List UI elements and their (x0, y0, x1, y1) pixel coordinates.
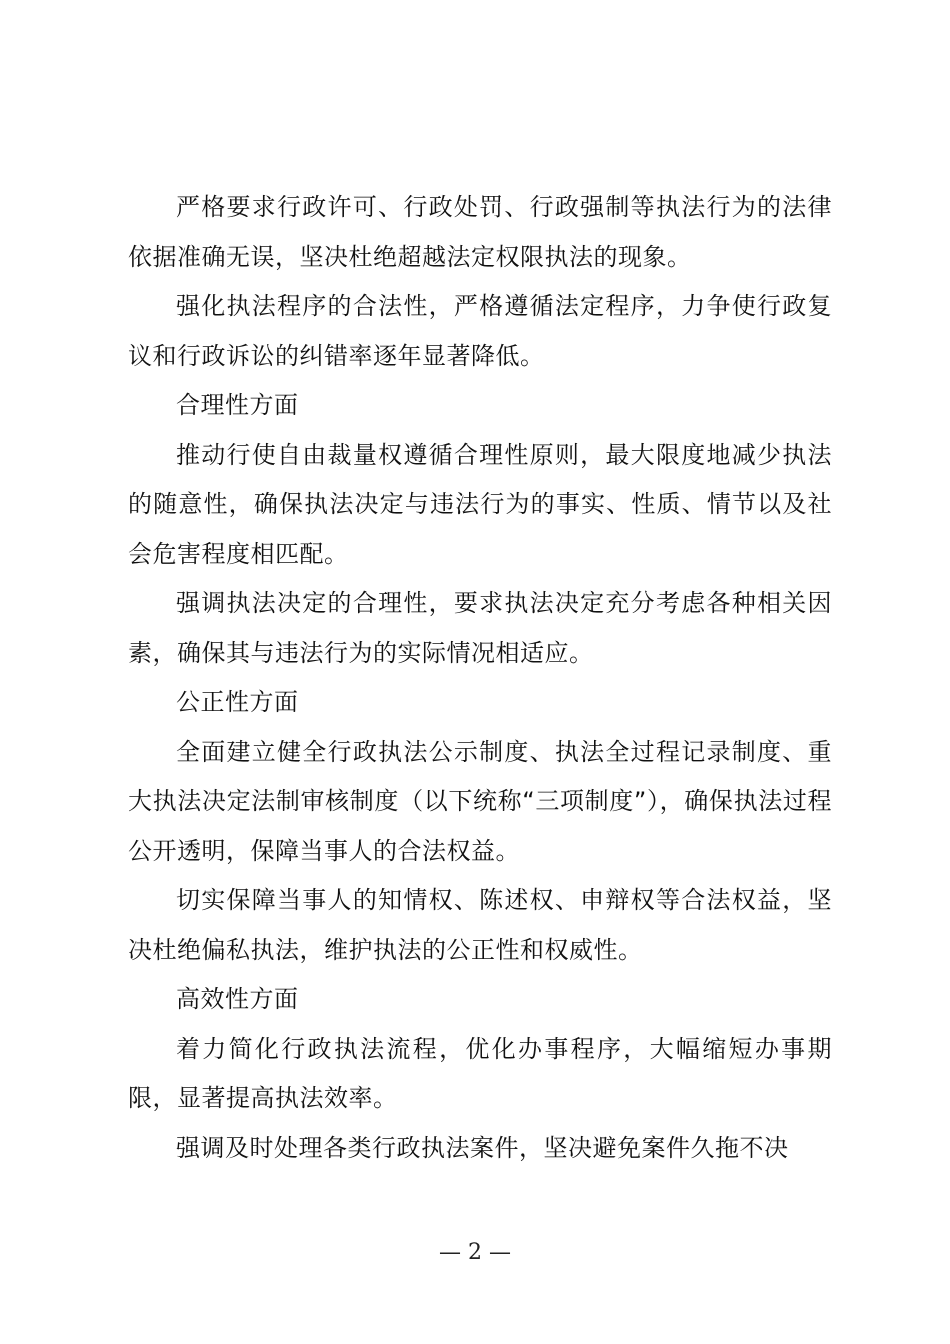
paragraph-timely-handling: 强调及时处理各类行政执法案件，坚决避免案件久拖不决 (176, 1133, 789, 1162)
section-heading-efficiency: 高效性方面 (176, 985, 299, 1013)
paragraph-discretion: 推动行使自由裁量权遵循合理性原则，最大限度地减少执法的随意性，确保执法决定与违法行为的事实、性质、情节以及社会危害程度相匹配。 (128, 440, 832, 568)
paragraph-legal-basis: 严格要求行政许可、行政处罚、行政强制等执法行为的法律依据准确无误，坚决杜绝超越法定权限执法的现象。 (128, 193, 832, 271)
section-heading-fairness: 公正性方面 (176, 688, 299, 716)
paragraph-decision-reasonableness: 强调执法决定的合理性，要求执法决定充分考虑各种相关因素，确保其与违法行为的实际情况相适应。 (128, 589, 832, 667)
section-heading-reasonableness: 合理性方面 (176, 391, 299, 419)
document-body (128, 183, 832, 1173)
paragraph-simplify-process: 着力简化行政执法流程，优化办事程序，大幅缩短办事期限，显著提高执法效率。 (128, 1034, 832, 1112)
page-number: — 2 — (439, 1240, 511, 1265)
paragraph-procedure-legality: 强化执法程序的合法性，严格遵循法定程序，力争使行政复议和行政诉讼的纠错率逐年显著降低。 (128, 292, 832, 370)
paragraph-three-systems: 全面建立健全行政执法公示制度、执法全过程记录制度、重大执法决定法制审核制度（以下统称“三项制度”），确保执法过程公开透明，保障当事人的合法权益。 (128, 737, 832, 865)
paragraph-party-rights: 切实保障当事人的知情权、陈述权、申辩权等合法权益，坚决杜绝偏私执法，维护执法的公正性和权威性。 (128, 886, 832, 964)
